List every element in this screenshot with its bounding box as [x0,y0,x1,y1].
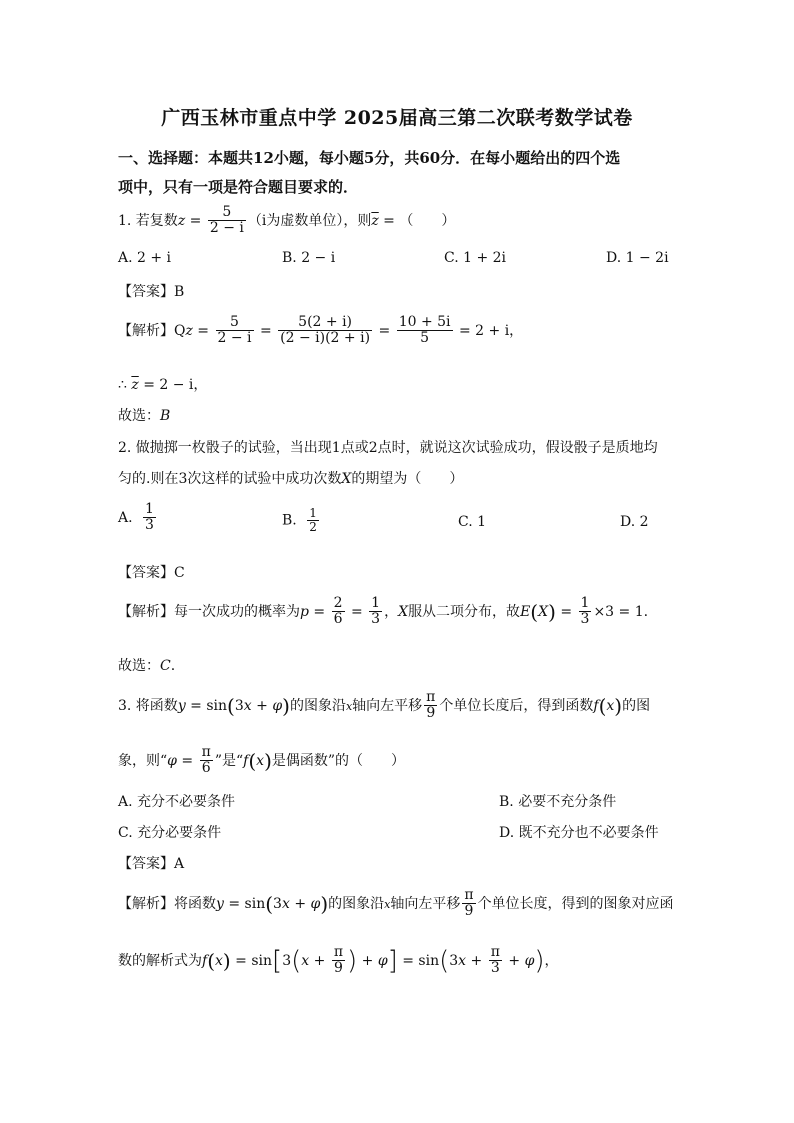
q3-s2c: 3 [282,952,292,969]
q3-s2x: x [215,952,223,969]
q3-line2: 象，则“φ = $\frac{\pi}{6}$ ”是“f(x)是偶函数”的（ ） [118,744,406,777]
q2-opt-a-frac [143,502,156,534]
q3-s2f: f [202,952,208,969]
q3-l2-frac [200,745,213,777]
q2-sol-f3-num: 1 [580,595,590,611]
q1-sol-frac2 [278,315,372,347]
q2-sol-f1-num: 2 [333,595,343,611]
q1-sol-label: 【解析】 [118,322,174,339]
q3-l2eq: = [176,752,198,769]
q3-s1-frac-num: π [464,887,474,903]
q1-option-b: B. 2 − i [282,250,336,266]
q1-tail: = （ ） [378,212,456,229]
q2-option-a [118,502,158,534]
q1-option-d: D. 1 − 2i [606,250,669,266]
q2-option-c: C. 1 [458,514,487,530]
q3-l2b: ”是“ [214,752,244,769]
q1-sol-symbol: Q [174,322,186,339]
q3-l2c: 是偶函数”的（ ） [271,752,406,769]
q3-l1y: y [177,697,186,714]
q3-s1-frac-den: 9 [464,903,474,920]
q1-sol-f1-num: 5 [216,315,254,331]
q1-fraction [208,205,246,237]
q3-s2k: ， [544,952,559,969]
q3-l1c: 3 [234,697,244,714]
q3-l2a: 象，则“ [118,752,168,769]
q2-sol-f1-den: 6 [333,611,343,628]
q1-sol-f1-den: 2 − i [217,330,252,347]
q3-s1g: 个单位长度，得到的图象对应函 [477,895,674,912]
q2-sol-f2-num: 1 [371,595,381,611]
q2-sol-frac1 [332,596,345,628]
q1-option-a: A. 2 + i [118,250,172,266]
q3-s1xaxis: x [384,897,391,911]
q2-opt-b-frac [307,507,319,534]
q2-sol-p: p [300,603,309,620]
q2-sol-text3: 服从二项分布，故 [408,603,521,620]
q2-sol-frac3 [579,596,592,628]
q3-s1y: y [216,895,224,912]
q2-line2b: 的期望为（ ） [351,471,464,487]
q3-s1f: 轴向左平移 [390,895,461,912]
q1-solution-line2 [118,374,207,394]
q1-note: （i为虚数单位），则 [247,212,372,229]
q2-sol-f2-den: 3 [371,611,381,628]
q2-option-b [282,507,321,534]
q3-l2x: x [256,752,265,769]
q3-l1h: 的图 [622,697,651,714]
q2-opt-b-label: B. [282,512,297,529]
q1-choose [118,405,170,425]
q3-solution-line2: 数的解析式为f(x) = sin[3(x + $\frac{\pi}{9}$ ) + φ] = sin(3x + $\frac{\pi}{3}$ + φ)， [118,944,559,977]
q1-number: 1. 若复数 [118,212,178,229]
section-heading-line2: 项中，只有一项是符合题目要求的． [118,178,359,196]
q1-sol-frac1 [216,315,254,347]
q2-sol-text4: ×3 = 1. [593,603,649,620]
q3-s2x3: x [458,952,467,969]
q3-s2phi: φ [377,952,388,969]
q2-sol-x: X [398,603,409,620]
q3-l1xaxis: x [345,699,353,713]
q3-l1b: = sin [185,697,228,714]
q3-l1e: 的图象沿 [289,697,346,714]
q3-s2-frac2-den: 3 [490,960,500,977]
q1-option-c: C. 1 + 2i [444,250,507,266]
q3-option-b: B. 必要不充分条件 [499,794,617,810]
q3-l2phi: φ [167,752,177,769]
q3-s1d: + [289,895,311,912]
q3-l2-frac-num: π [201,744,211,760]
q1-sol-f3-num: 10 + 5i [398,314,451,330]
q3-option-a: A. 充分不必要条件 [118,794,236,810]
q3-option-c: C. 充分必要条件 [118,825,222,841]
q1-conj: $\overline{z}$ [371,212,379,229]
q2-sol-text2: ， [384,603,399,620]
q3-s2xx: x [301,952,310,969]
q3-l1g: 个单位长度后，得到函数 [439,697,594,714]
q1-frac-num: 5 [208,205,246,221]
q2-line2a: 匀的.则在3次这样的试验中成功次数 [118,471,342,487]
q3-l1x: x [243,697,252,714]
q2-choose [118,655,175,675]
q3-s2i: + [466,952,487,969]
q2-choose-tail: . [170,658,176,674]
q3-s2a: 数的解析式为 [118,952,202,969]
q3-option-d: D. 既不充分也不必要条件 [499,825,659,841]
q3-l1fx: f [593,697,599,714]
q2-var-x: X [341,471,352,487]
q2-answer: 【答案】C [118,565,185,581]
q2-sol-ex: X [538,603,549,620]
q2-solution: 【解析】每一次成功的概率为p = $\frac{2}{6}$ = $\frac{1}{3}$ ，X服从二项分布，故E(X) = $\frac{1}{3}$ ×3 = 1. [118,595,649,628]
q3-l1-frac-den: 9 [426,705,436,722]
page-title: 广西玉林市重点中学 2025届高三第二次联考数学试卷 [161,107,633,129]
q3-s1c: 3 [273,895,282,912]
q1-answer: 【答案】B [118,284,185,300]
q3-s1x: x [281,895,290,912]
question-1 [118,205,455,237]
q3-l1xx: x [606,697,615,714]
q3-l2f: f [243,752,249,769]
q3-s2j: + [503,952,525,969]
q3-line1: 3. 将函数y = sin(3x + φ)的图象沿x轴向左平移 $\frac{\pi}{9}$ 个单位长度后，得到函数f(x)的图 [118,689,651,722]
q2-sol-f3-den: 3 [580,611,590,628]
q2-sol-text1: 每一次成功的概率为 [174,603,300,620]
q2-opt-a-den: 3 [145,517,154,534]
q3-s2-frac2-num: π [490,944,500,960]
q3-s2-frac1-den: 9 [333,960,343,977]
q1-sol-f3-den: 5 [420,330,430,347]
q2-choose-label: 故选： [118,658,160,674]
q3-l1f: 轴向左平移 [352,697,423,714]
q3-s1phi: φ [310,895,321,912]
q1-sol-z: z = [185,322,214,339]
q3-s2b: = sin [230,952,273,969]
q3-s1-frac [462,888,475,920]
q1-choose-label: 故选： [118,408,160,424]
q3-l1phi: φ [272,697,283,714]
q1-eq: = [185,212,206,229]
q1-sol-line2b: = 2 − i， [138,377,208,393]
q1-sol-frac3 [397,315,453,347]
q3-l1-frac [424,690,437,722]
q1-sol-f2-den: (2 − i)(2 + i) [280,330,371,347]
q2-opt-b-num: 1 [309,506,317,520]
q1-var: z [177,212,186,229]
q1-frac-den: 2 − i [209,220,244,237]
q3-s2-frac2 [489,945,502,977]
q2-line2 [118,468,463,488]
q3-l1-frac-num: π [426,689,436,705]
q3-l1d: + [251,697,273,714]
section-heading-line1: 一、选择题：本题共12小题，每小题5分，共60分．在每小题给出的四个选 [118,149,621,167]
q3-s2-frac1-num: π [333,944,344,960]
q1-sol-tail: = 2 + i， [454,322,524,339]
q1-sol-f2-num: 5(2 + i) [278,315,372,331]
q3-s1e: 的图象沿 [328,895,385,912]
q3-s2phi2: φ [524,952,535,969]
q2-line1: 2. 做抛掷一枚骰子的试验，当出现1点或2点时，就说这次试验成功，假设骰子是质地均 [118,440,658,456]
q3-l1a: 3. 将函数 [118,697,178,714]
q2-sol-label: 【解析】 [118,603,174,620]
q3-answer: 【答案】A [118,856,185,872]
q1-solution: 【解析】Qz = $\frac{5}{2 - i}$ = $\frac{5(2 + i)}{(2 - i)(2 + i)}$ = $\frac{10 + 5i}{5}$ = 2 + i， [118,314,524,347]
q3-sol-label: 【解析】 [118,895,174,912]
q3-s1a: 将函数 [174,895,216,912]
q1-choose-letter: B [160,408,171,424]
q3-s2d: + [309,952,330,969]
q1-therefore: ∴ [118,377,132,393]
q3-s2-frac1 [332,945,345,977]
q2-opt-b-den: 2 [309,520,317,535]
q3-s2g: = sin [397,952,440,969]
q2-sol-e: E [520,603,531,620]
q2-sol-frac2 [369,596,382,628]
q2-option-d: D. 2 [620,514,649,530]
q3-solution-line1: 【解析】将函数y = sin(3x + φ)的图象沿x轴向左平移 $\frac{\pi}{9}$ 个单位长度，得到的图象对应函 [118,887,674,920]
q3-s2h: 3 [449,952,459,969]
q3-l2-frac-den: 6 [201,760,211,777]
q3-s2e: + [357,952,378,969]
q2-opt-a-label: A. [118,509,133,526]
q1-conj-2: $\overline{z}$ [131,377,139,393]
q2-opt-a-num: 1 [145,501,154,517]
q2-choose-letter: C [160,658,171,674]
q3-s1b: = sin [223,895,266,912]
